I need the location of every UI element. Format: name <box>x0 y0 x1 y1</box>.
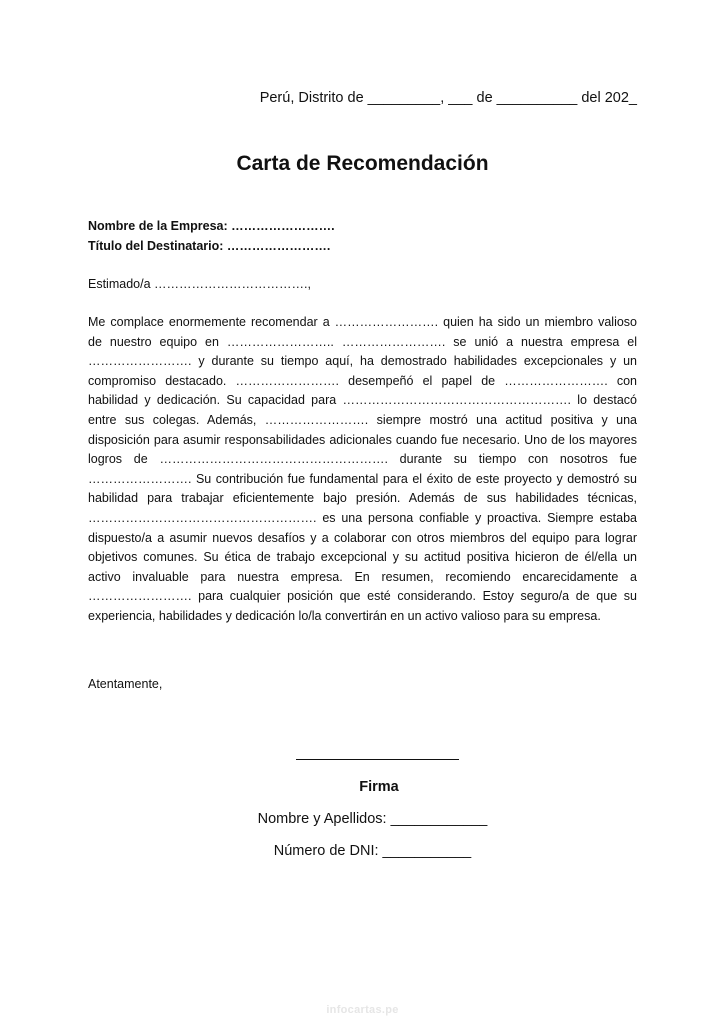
letter-body: Me complace enormemente recomendar a ……………………. quien ha sido un miembro valioso de nuestro equipo en …………………….. ……………………. se unió a nuestra empresa el ……………………. y durante su tiempo aquí, ha demostrado habilidades excepcionales y un compromiso destacado. ……………………. desempeñó el papel de ……………………. con habilidad y dedicación. Su capacidad para ………………………………………………. lo destacó entre sus colegas. Además, ……………………. siempre mostró una actitud positiva y una disposición para asumir responsabilidades adicionales cuando fue necesario. Uno de los mayores logros de ………………………………………………. durante su tiempo con nosotros fue ……………………. Su contribución fue fundamental para el éxito de este proyecto y demostró su habilidad para trabajar eficientemente bajo presión. Además de sus habilidades técnicas, ………………………………………………. es una persona confiable y proactiva. Siempre estaba dispuesto/a a asumir nuevos desafíos y a colaborar con otros miembros del equipo para lograr objetivos comunes. Su ética de trabajo excepcional y su actitud positiva hicieron de él/ella un activo invaluable para nuestra empresa. En resumen, recomiendo encarecidamente a ……………………. para cualquier posición que esté considerando. Estoy seguro/a de que su experiencia, habilidades y dedicación lo/la convertirán en un activo valioso para su empresa. <box>88 315 637 623</box>
dateline: Perú, Distrito de _________, ___ de __________ del 202_ <box>259 90 637 106</box>
recipient-title-line: Título del Destinatario: ……………………. <box>88 239 331 253</box>
greeting: Estimado/a ………………………………., <box>88 277 311 291</box>
dni-field: Número de DNI: ___________ <box>273 843 472 859</box>
name-field: Nombre y Apellidos: ____________ <box>257 811 488 827</box>
watermark: infocartas.pe <box>326 1004 399 1016</box>
company-line: Nombre de la Empresa: ……………………. <box>88 219 335 233</box>
closing: Atentamente, <box>88 677 163 691</box>
letter-title: Carta de Recomendación <box>236 152 489 175</box>
signature-label: Firma <box>359 779 399 795</box>
signature-line <box>296 759 459 760</box>
